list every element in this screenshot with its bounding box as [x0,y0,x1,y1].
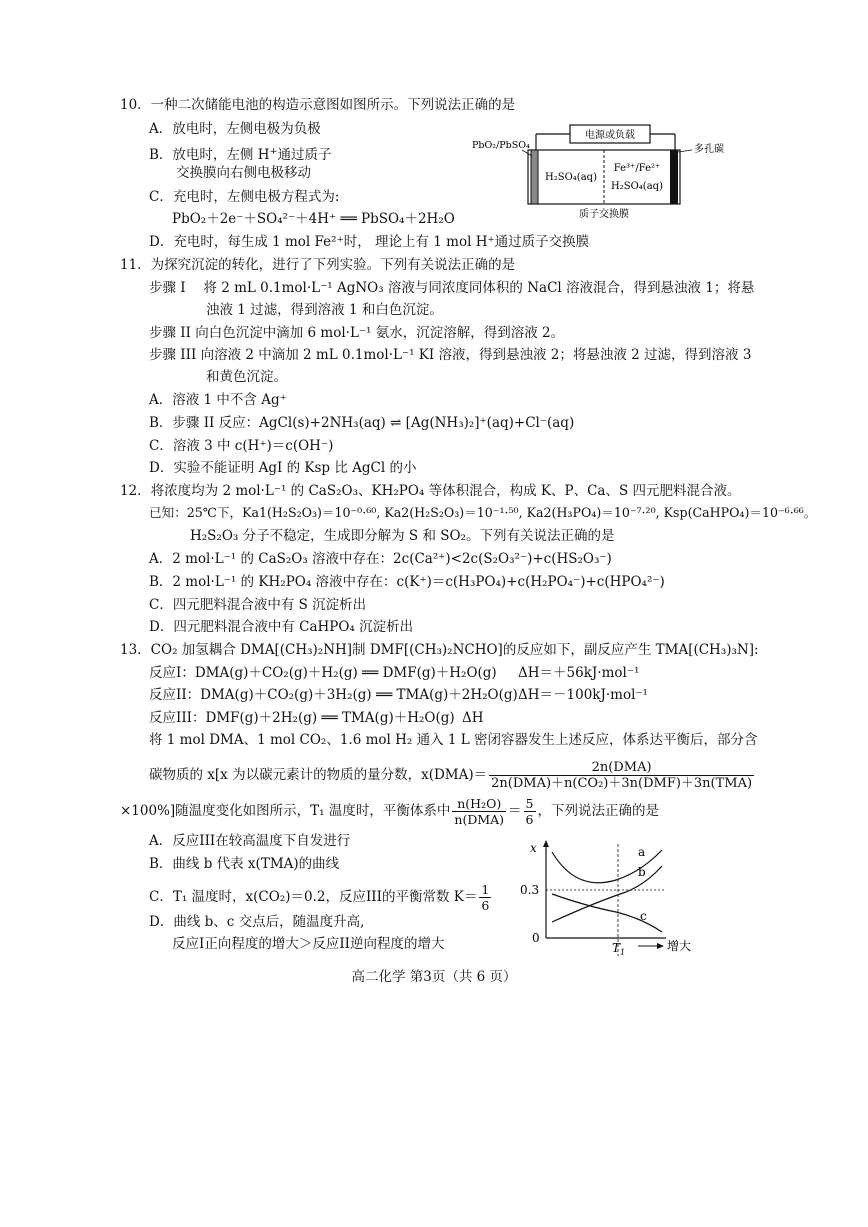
q12-option-a: A．2 mol·L⁻¹ 的 CaS₂O₃ 溶液中存在：2c(Ca²⁺)<2c(S₂O₃²⁻)+c(HS₂O₃⁻) [149,551,612,567]
right-ions-label: Fe³⁺/Fe²⁺ [613,163,661,174]
q11-stem: 11．为探究沉淀的转化，进行了下列实验。下列有关说法正确的是 [120,257,516,273]
q11-option-b: B．步骤 II 反应：AgCl(s)+2NH₃(aq) ⇌ [Ag(NH₃)₂]⁺(aq)+Cl⁻(aq) [149,415,575,431]
q13-reaction-2: 反应II：DMA(g)＋CO₂(g)＋3H₂(g) ══ TMA(g)＋2H₂O(g) [149,687,518,703]
page-footer: 高二化学 第3页（共 6 页） [351,969,517,985]
q13-option-c: C．T₁ 温度时，x(CO₂)＝0.2，反应III的平衡常数 K＝ $\frac{1}{6}$ [149,882,490,913]
q12-stem: 12．将浓度均为 2 mol·L⁻¹ 的 CaS₂O₃、KH₂PO₄ 等体积混合，构成 K、P、Ca、S 四元肥料混合液。 [120,483,741,499]
q13-conditions: 将 1 mol DMA、1 mol CO₂、1.6 mol H₂ 通入 1 L 密闭容器发生上述反应，体系达平衡后，部分含 [149,732,758,748]
y-tick-0-3: 0.3 [520,883,540,897]
q11-step3-line1: 步骤 III 向溶液 2 中滴加 2 mL 0.1mol·L⁻¹ KI 溶液，得到悬浊液 2；将悬浊液 2 过滤，得到溶液 3 [149,347,752,363]
origin-label: 0 [532,931,540,945]
x-tick-t1: $T_1$ [612,941,626,957]
curve-a-label: a [638,845,646,859]
q13-ratio-line: ×100%]随温度变化如图所示，T₁ 温度时，平衡体系中 $\frac{\text{n(H₂O)}}{\text{n(DMA)}}$ ＝ $\frac{5}{6}$ ，下列说法正确的是 [120,796,659,827]
q12-known-constants: 已知：25℃下，Ka1(H₂S₂O₃)＝10⁻⁰·⁶⁰, Ka2(H₂S₂O₃)＝10⁻¹·⁵⁰, Ka2(H₃PO₄)＝10⁻⁷·²⁰, Ksp(CaHPO₄)＝10⁻⁶·⁶⁶。 [149,505,817,520]
xdma-denominator: 2n(DMA)＋n(CO₂)＋3n(DMF)＋3n(TMA) [491,776,753,791]
power-load-label: 电源或负载 [585,130,635,141]
curve-b-label: b [638,865,646,879]
curve-c-label: c [640,909,647,923]
q13-option-b: B．曲线 b 代表 x(TMA)的曲线 [149,856,340,872]
q10-option-c-equation: PbO₂＋2e⁻＋SO₄²⁻＋4H⁺ ══ PbSO₄＋2H₂O [172,211,455,227]
q11-step1-line2: 浊液 1 过滤，得到溶液 1 和白色沉淀。 [206,302,443,318]
membrane-label: 质子交换膜 [579,209,629,220]
q13-option-d-line1: D．曲线 b、c 交点后，随温度升高, [149,914,365,930]
right-solution-label: H₂SO₄(aq) [611,181,663,192]
q10-option-c-line1: C．充电时，左侧电极方程式为: [149,189,340,205]
q11-step3-line2: 和黄色沉淀。 [206,369,287,385]
q10-option-a: A．放电时，左侧电极为负极 [149,121,321,137]
q12-option-d: D．四元肥料混合液中有 CaHPO₄ 沉淀析出 [149,619,414,635]
q10-stem: 10．一种二次储能电池的构造示意图如图所示。下列说法正确的是 [120,97,516,113]
q11-step2: 步骤 II 向白色沉淀中滴加 6 mol·L⁻¹ 氨水，沉淀溶解，得到溶液 2。 [149,325,565,341]
q10-option-b-line2: 交换膜向右侧电极移动 [176,165,311,181]
q13-option-d-line2: 反应I正向程度的增大＞反应II逆向程度的增大 [172,936,445,952]
y-axis-label: x [530,841,537,855]
q13-definition-line: 碳物质的 x[x 为以碳元素计的物质的量分数，x(DMA)＝ $\frac{\text{2n(DMA)}}{\text{2n(DMA)＋n(CO₂)＋3n(DMF)＋3n(TMA)}}$ [149,760,753,791]
q13-reaction-3-dh: ΔH [462,710,484,726]
left-solution-label: H₂SO₄(aq) [545,172,597,183]
q11-option-c: C．溶液 3 中 c(H⁺)＝c(OH⁻) [149,438,334,454]
q12-option-b: B．2 mol·L⁻¹ 的 KH₂PO₄ 溶液中存在：c(K⁺)＝c(H₃PO₄)+c(H₂PO₄⁻)+c(HPO₄²⁻) [149,574,665,590]
q13-reaction-1: 反应I：DMA(g)＋CO₂(g)＋H₂(g) ══ DMF(g)＋H₂O(g) [149,665,497,681]
q10-option-b-line1: B．放电时，左侧 H+通过质子 [149,146,332,163]
xdma-numerator: 2n(DMA) [489,760,754,776]
q13-reaction-2-dh: ΔH＝－100kJ·mol⁻¹ [518,687,648,703]
q11-option-d: D．实验不能证明 AgI 的 Ksp 比 AgCl 的小 [149,460,417,476]
q12-known-line2: H₂S₂O₃ 分子不稳定，生成即分解为 S 和 SO₂。下列有关说法正确的是 [190,528,615,544]
left-electrode-label: PbO₂/PbSO₄ [472,140,530,151]
q13-reaction-1-dh: ΔH＝＋56kJ·mol⁻¹ [518,665,640,681]
q12-option-c: C．四元肥料混合液中有 S 沉淀析出 [149,597,367,613]
q10-option-d: D．充电时，每生成 1 mol Fe²⁺时， 理论上有 1 mol H⁺通过质子交换膜 [149,234,590,250]
x-arrow-label: 增大 [667,939,692,953]
q11-step1-line1: 步骤 I 将 2 mL 0.1mol·L⁻¹ AgNO₃ 溶液与同浓度同体积的 NaCl 溶液混合，得到悬浊液 1；将悬 [149,280,755,296]
q13-reaction-3: 反应III：DMF(g)＋2H₂(g) ══ TMA(g)＋H₂O(g) [149,710,455,726]
right-electrode-label: 多孔碳 [694,144,724,155]
temperature-graph [516,836,736,964]
battery-diagram [470,122,740,222]
q13-option-a: A．反应III在较高温度下自发进行 [149,833,351,849]
q11-option-a: A．溶液 1 中不含 Ag⁺ [149,392,287,408]
q13-stem: 13．CO₂ 加氢耦合 DMA[(CH₃)₂NH]制 DMF[(CH₃)₂NCHO]的反应如下，副反应产生 TMA[(CH₃)₃N]: [120,642,759,658]
